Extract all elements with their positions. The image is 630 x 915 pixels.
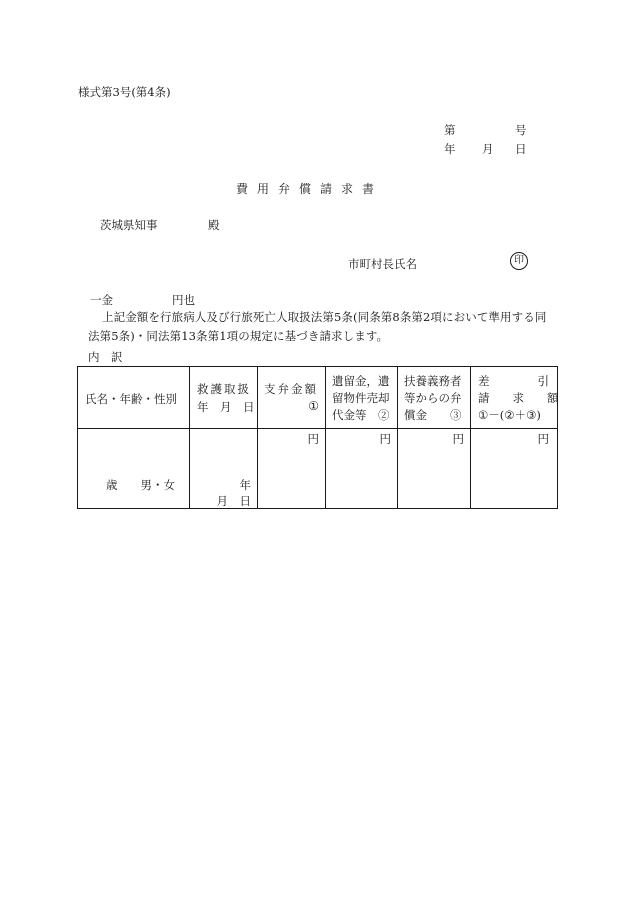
header-relief-date-label: 年 月 日 bbox=[197, 400, 255, 414]
estate-yen-unit: 円 bbox=[379, 432, 391, 446]
age-sex-label: 歳 男・女 bbox=[106, 478, 175, 492]
form-number: 様式第3号(第4条) bbox=[78, 85, 171, 99]
date-month: 月 bbox=[482, 142, 494, 156]
header-estate-line1: 遺留金，遺 bbox=[332, 374, 390, 388]
honorific: 殿 bbox=[208, 218, 220, 232]
cell-support bbox=[398, 429, 471, 509]
header-support-line1: 扶養義務者 bbox=[404, 374, 462, 388]
date-year: 年 bbox=[444, 142, 456, 156]
cell-relief-date bbox=[190, 429, 258, 509]
date-day: 日 bbox=[515, 142, 527, 156]
header-relief-date bbox=[190, 367, 258, 429]
header-difference bbox=[471, 367, 558, 429]
cell-estate bbox=[326, 429, 398, 509]
header-name-age-sex bbox=[78, 367, 190, 429]
header-difference-hiki: 引 bbox=[537, 374, 549, 388]
header-payment-mark: ① bbox=[308, 399, 319, 413]
number-go: 号 bbox=[515, 123, 527, 137]
header-estate-line3: 代金等 ② bbox=[332, 408, 390, 422]
cell-name-age-sex bbox=[78, 429, 190, 509]
header-estate bbox=[326, 367, 398, 429]
header-difference-line2: 請 求 額 bbox=[478, 391, 559, 405]
amount-prefix: 一金 bbox=[90, 293, 113, 307]
seal-mark: 印 bbox=[510, 252, 528, 270]
amount-suffix: 円也 bbox=[172, 293, 195, 307]
header-support bbox=[398, 367, 471, 429]
difference-yen-unit: 円 bbox=[537, 432, 549, 446]
payment-yen-unit: 円 bbox=[307, 432, 319, 446]
breakdown-table bbox=[77, 366, 558, 509]
cell-payment bbox=[258, 429, 326, 509]
header-payment bbox=[258, 367, 326, 429]
header-difference-sa: 差 bbox=[478, 374, 490, 388]
header-estate-line2: 留物件売却 bbox=[332, 391, 390, 405]
document-title: 費用弁償請求書 bbox=[236, 182, 384, 196]
header-relief-label: 救護取扱 bbox=[197, 382, 251, 396]
table-row bbox=[78, 429, 558, 509]
number-dai: 第 bbox=[444, 123, 456, 137]
breakdown-label: 内 訳 bbox=[88, 350, 123, 364]
header-name-age-sex-label: 氏名・年齢・性別 bbox=[85, 392, 177, 406]
support-yen-unit: 円 bbox=[452, 432, 464, 446]
header-support-line3: 償金 ③ bbox=[404, 408, 462, 422]
header-difference-line3: ①－(②＋③) bbox=[478, 408, 541, 422]
relief-year-label: 年 bbox=[239, 478, 251, 492]
header-support-line2: 等からの弁 bbox=[404, 391, 462, 405]
cell-difference bbox=[471, 429, 558, 509]
addressee: 茨城県知事 bbox=[100, 218, 158, 232]
claim-body-text: 上記金額を行旅病人及び行旅死亡人取扱法第5条(同条第8条第2項において準用する同法第5条)・同法第13条第1項の規定に基づき請求します。 bbox=[88, 310, 547, 343]
table-header-row bbox=[78, 367, 558, 429]
relief-month-day-label: 月 日 bbox=[216, 494, 251, 508]
header-payment-label: 支弁金額 bbox=[264, 382, 318, 396]
mayor-name-label: 市町村長氏名 bbox=[348, 257, 417, 271]
